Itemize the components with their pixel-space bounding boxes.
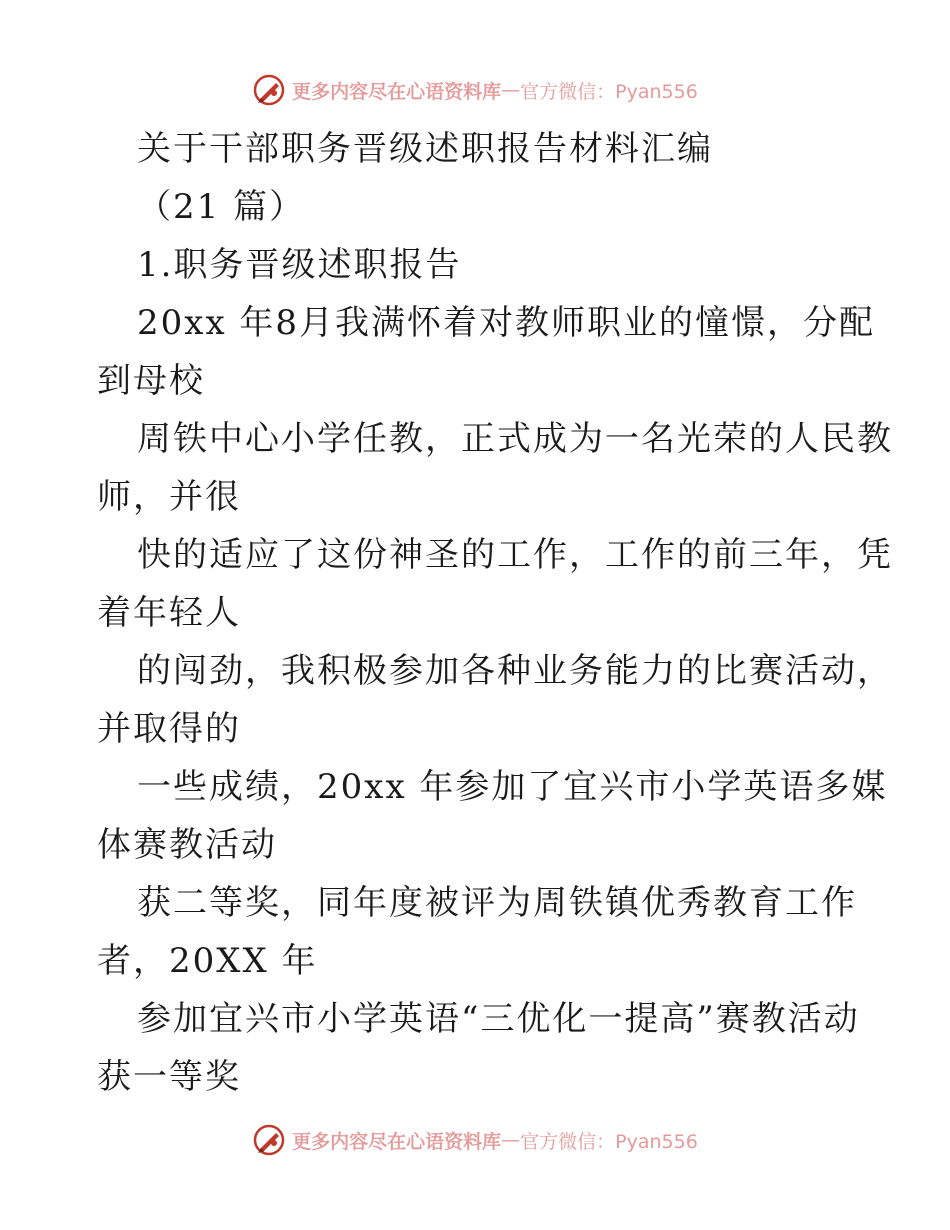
document-subtitle: （21 篇） xyxy=(137,187,306,227)
watermark-sub-text: 官方微信：Pyan556 xyxy=(520,1130,698,1153)
watermark-banner-bottom xyxy=(0,1120,950,1160)
paragraph-line: 到母校 xyxy=(97,361,205,401)
paragraph-line: 一些成绩，20xx 年参加了宜兴市小学英语多媒 xyxy=(137,767,888,807)
paragraph-line: 并取得的 xyxy=(97,709,241,749)
document-title: 关于干部职务晋级述职报告材料汇编 xyxy=(137,129,713,169)
watermark-main-text: 更多内容尽在心语资料库 xyxy=(292,1130,502,1153)
watermark-dash: — xyxy=(501,1129,521,1151)
paragraph-line: 体赛教活动 xyxy=(97,825,277,865)
paragraph-line: 快的适应了这份神圣的工作，工作的前三年，凭 xyxy=(137,535,893,575)
watermark-banner-top xyxy=(0,70,950,110)
section-heading: 1.职务晋级述职报告 xyxy=(137,245,462,285)
paragraph-line: 者，20XX 年 xyxy=(97,941,318,981)
paragraph-line: 20xx 年8月我满怀着对教师职业的憧憬，分配 xyxy=(137,303,876,343)
document-body xyxy=(97,120,893,1106)
quill-logo-icon xyxy=(252,1123,286,1157)
paragraph-line: 周铁中心小学任教，正式成为一名光荣的人民教 xyxy=(137,419,893,459)
watermark-sub-text: 官方微信：Pyan556 xyxy=(520,80,698,103)
paragraph-line: 着年轻人 xyxy=(97,593,241,633)
paragraph-line: 获二等奖，同年度被评为周铁镇优秀教育工作 xyxy=(137,883,857,923)
quill-logo-icon xyxy=(252,73,286,107)
watermark-main-text: 更多内容尽在心语资料库 xyxy=(292,80,502,103)
paragraph-line: 的闯劲，我积极参加各种业务能力的比赛活动， xyxy=(137,651,893,691)
paragraph-line: 获一等奖 xyxy=(97,1057,241,1097)
paragraph-line: 师，并很 xyxy=(97,477,241,517)
paragraph-line: 参加宜兴市小学英语“三优化一提高”赛教活动 xyxy=(137,999,860,1039)
watermark-dash: — xyxy=(501,79,521,101)
